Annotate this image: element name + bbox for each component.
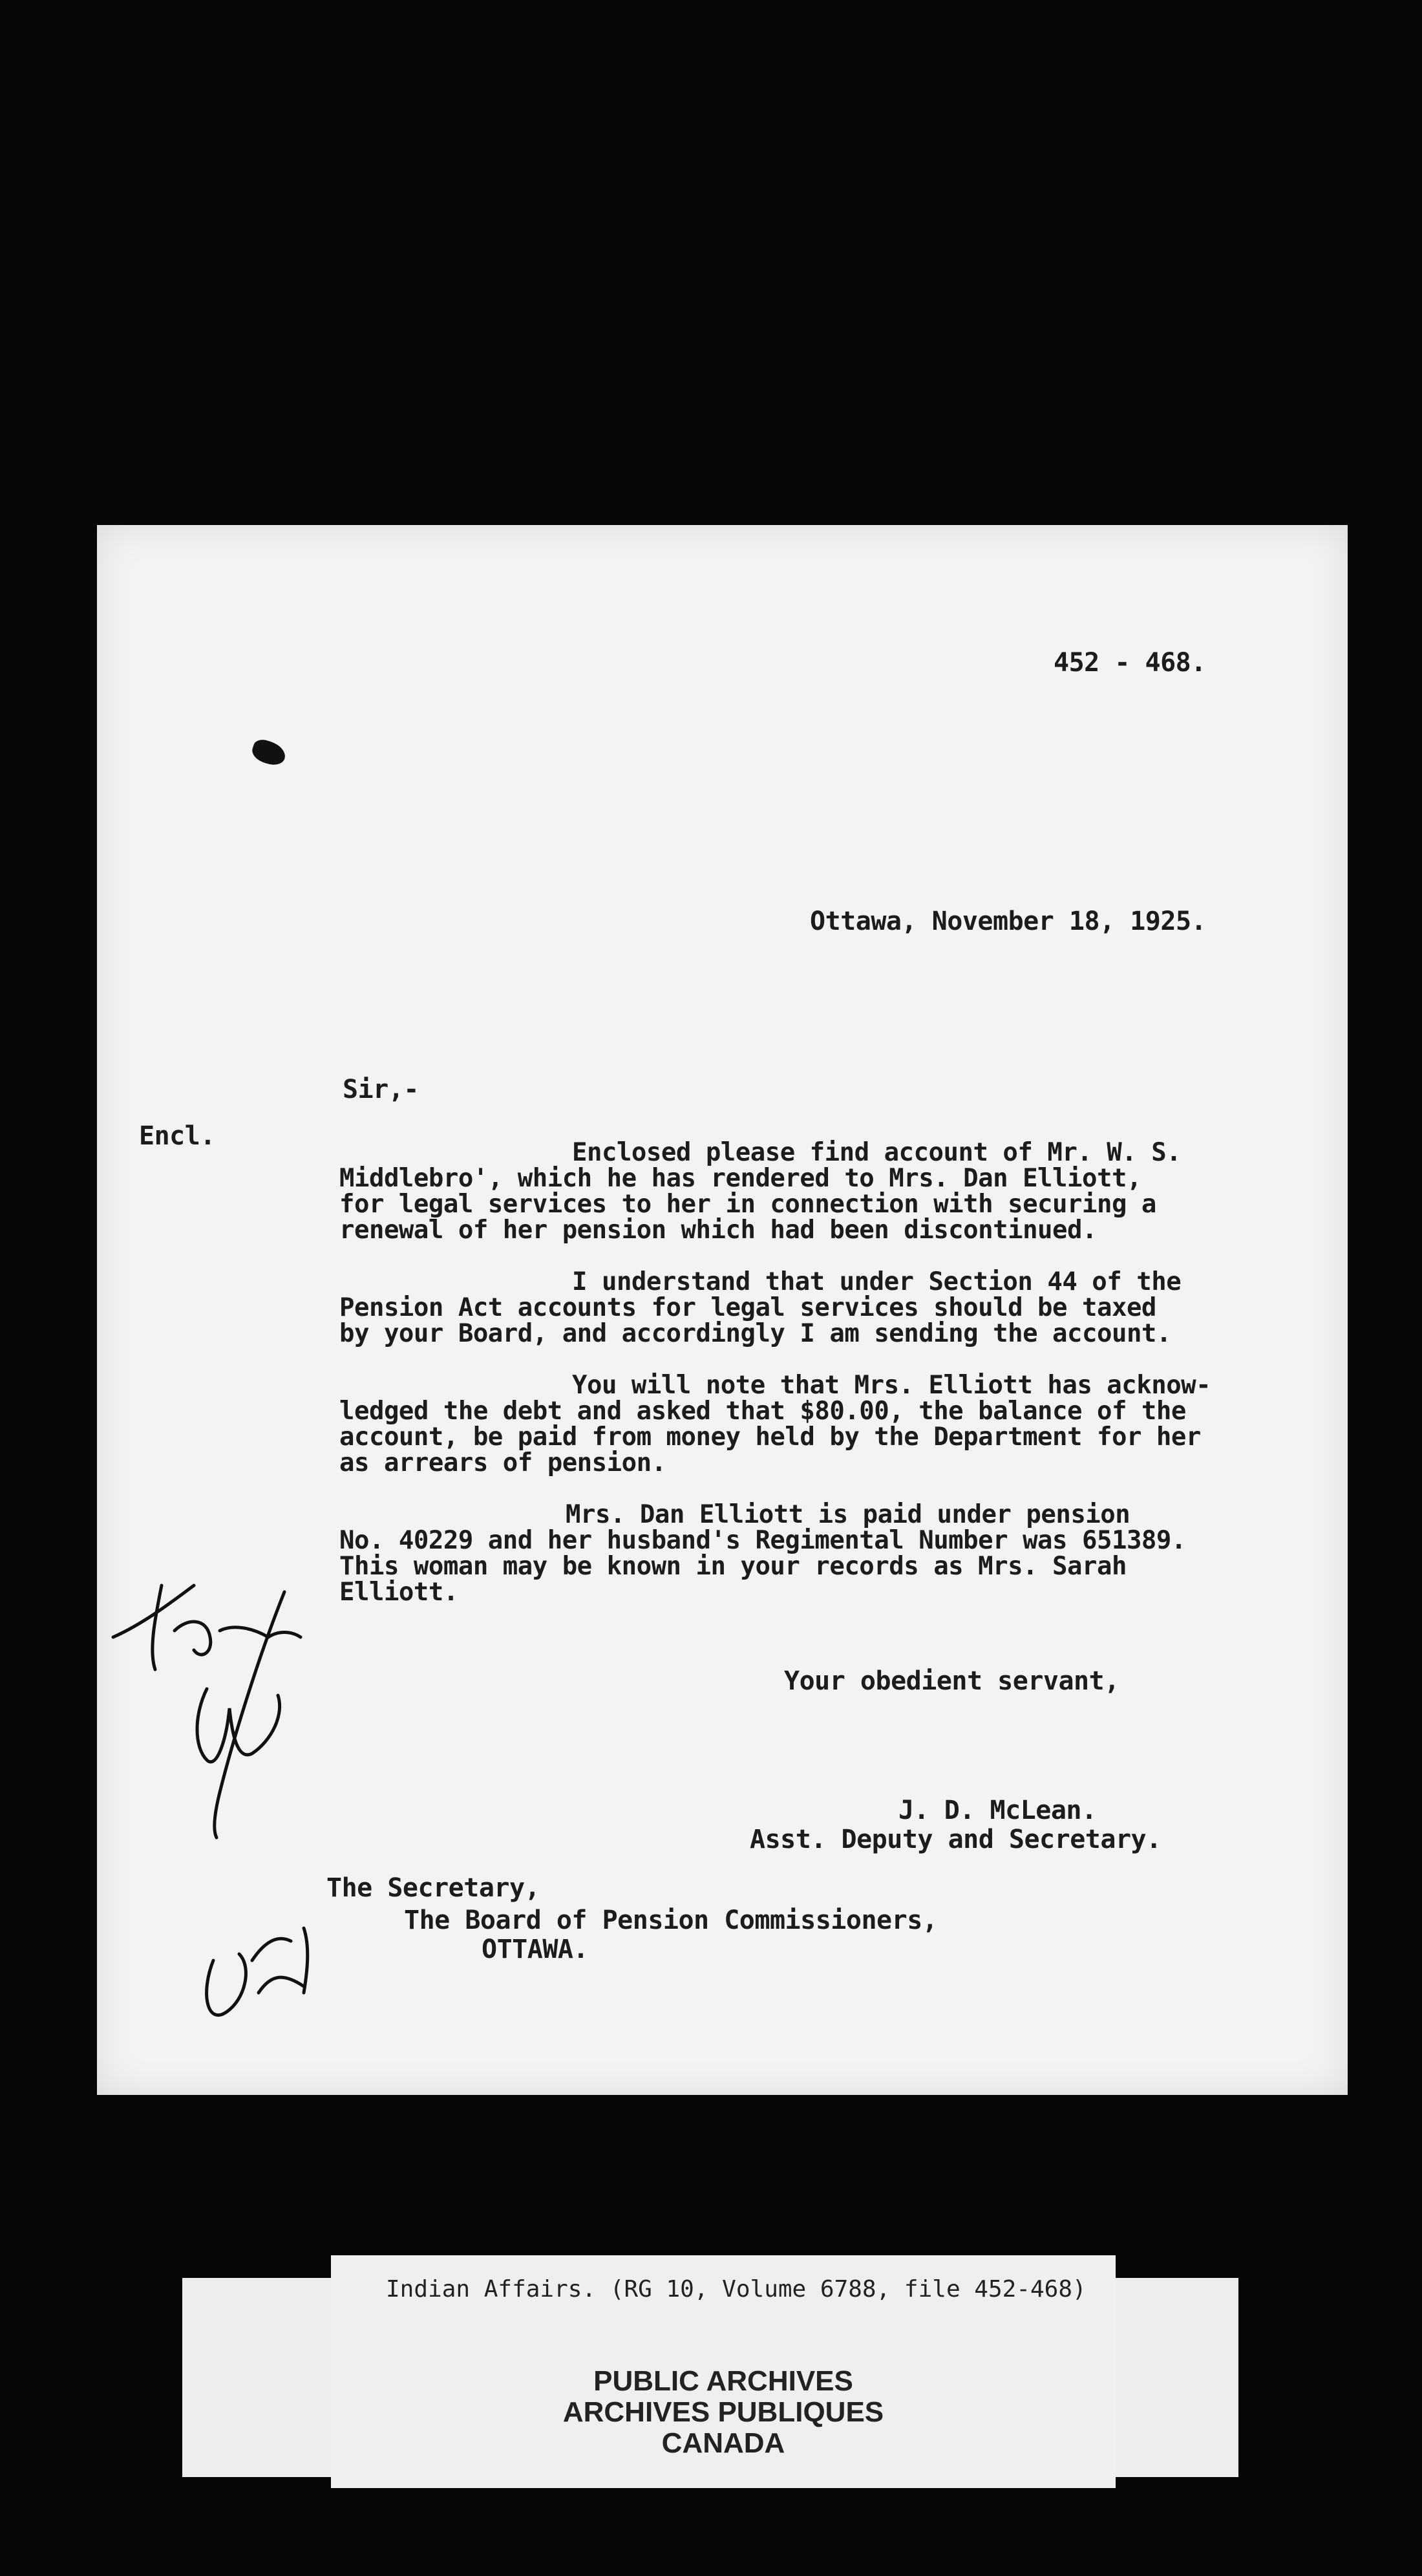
- file-number: 452 - 468.: [1054, 648, 1206, 678]
- paragraph-3-line-2: ledged the debt and asked that $80.00, the balance of the: [339, 1397, 1186, 1426]
- date-line: Ottawa, November 18, 1925.: [810, 907, 1207, 936]
- addressee-line-2: The Board of Pension Commissioners,: [404, 1905, 938, 1935]
- paragraph-4-line-2: No. 40229 and her husband's Regimental Number was 651389.: [339, 1526, 1186, 1555]
- signer-name: J. D. McLean.: [898, 1796, 1097, 1825]
- paragraph-3-line-1: You will note that Mrs. Elliott has acknow-: [572, 1371, 1211, 1400]
- archive-line-3: CANADA: [661, 2427, 785, 2459]
- letter-page: [97, 525, 1348, 2095]
- paragraph-3-line-4: as arrears of pension.: [339, 1448, 666, 1477]
- paragraph-3-line-3: account, be paid from money held by the Department for her: [339, 1422, 1201, 1452]
- closing: Your obedient servant,: [784, 1666, 1120, 1696]
- paragraph-2-line-3: by your Board, and accordingly I am sending the account.: [339, 1319, 1171, 1348]
- salutation: Sir,-: [343, 1075, 419, 1104]
- handwritten-initials: [97, 1547, 330, 2051]
- addressee-line-1: The Secretary,: [326, 1873, 540, 1903]
- archive-label: [331, 2255, 1116, 2488]
- paragraph-4-line-4: Elliott.: [339, 1578, 458, 1607]
- signer-title: Asst. Deputy and Secretary.: [750, 1825, 1162, 1854]
- paragraph-1-line-2: Middlebro', which he has rendered to Mrs. Dan Elliott,: [339, 1164, 1141, 1193]
- paragraph-1-line-4: renewal of her pension which had been discontinued.: [339, 1216, 1097, 1245]
- archive-reference: Indian Affairs. (RG 10, Volume 6788, file 452-468): [386, 2276, 1087, 2302]
- paragraph-4-line-1: Mrs. Dan Elliott is paid under pension: [566, 1500, 1130, 1529]
- paragraph-4-line-3: This woman may be known in your records as Mrs. Sarah: [339, 1552, 1127, 1581]
- archive-line-2: ARCHIVES PUBLIQUES: [562, 2396, 884, 2428]
- paragraph-1-line-1: Enclosed please find account of Mr. W. S.: [572, 1138, 1182, 1167]
- archive-line-1: PUBLIC ARCHIVES: [593, 2365, 853, 2397]
- addressee-line-3: OTTAWA.: [482, 1935, 589, 1964]
- paragraph-1-line-3: for legal services to her in connection with securing a: [339, 1190, 1156, 1219]
- enclosure-note: Encl.: [139, 1121, 215, 1151]
- paragraph-2-line-2: Pension Act accounts for legal services should be taxed: [339, 1293, 1156, 1322]
- ink-blot: [249, 737, 288, 768]
- paragraph-2-line-1: I understand that under Section 44 of the: [572, 1267, 1182, 1296]
